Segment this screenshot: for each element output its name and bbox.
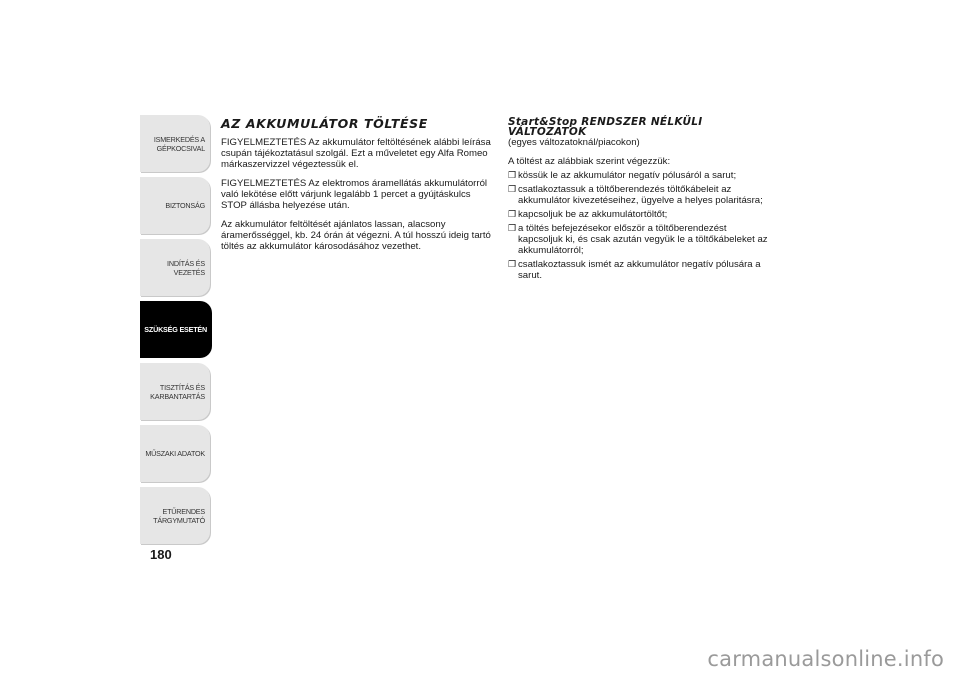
checkbox-bullet-icon: ❒ — [508, 259, 517, 269]
left-column — [221, 117, 491, 260]
tab-szukseg-eseten[interactable] — [140, 301, 212, 358]
tab-label: TISZTÍTÁS ÉS KARBANTARTÁS — [150, 382, 205, 401]
watermark: carmanualsonline.info — [707, 647, 944, 671]
list-item: ❒ kapcsoljuk be az akkumulátortöltőt; — [508, 209, 668, 220]
tab-label: MŰSZAKI ADATOK — [145, 449, 205, 458]
list-item: ❒ a töltés befejezésekor először a töltőberendezést kapcsoljuk ki, és csak azután vegyük le a töltőkábeleket az akkumulátorról; — [508, 223, 768, 256]
intro-paragraph: A töltést az alábbiak szerint végezzük: — [508, 156, 671, 167]
tab-tisztitas-es-karbantartas[interactable] — [140, 363, 210, 420]
section-title: AZ AKKUMULÁTOR TÖLTÉSE — [221, 116, 428, 131]
tab-inditas-es-vezetes[interactable] — [140, 239, 210, 296]
subsection-title: Start&Stop RENDSZER NÉLKÜLI VÁLTOZATOK — [508, 116, 703, 138]
checkbox-bullet-icon: ❒ — [508, 184, 517, 194]
tab-biztonsag[interactable] — [140, 177, 210, 234]
body-paragraph: Az akkumulátor feltöltését ajánlatos lassan, alacsony áramerősséggel, kb. 24 órán át végezni. A túl hosszú ideig tartó töltés az akkumulátor károsodásához vezethet. — [221, 219, 491, 252]
tab-label: ETŰRENDES TÁRGYMUTATÓ — [153, 506, 205, 525]
list-item: ❒ kössük le az akkumulátor negatív pólusáról a sarut; — [508, 170, 737, 181]
warning-paragraph: FIGYELMEZTETÉS Az elektromos áramellátás akkumulátorról való lekötése előtt várjunk legalább 1 percet a gyújtáskulcs STOP állásba helyezése után. — [221, 178, 488, 211]
tab-targymutato[interactable] — [140, 487, 210, 544]
tab-ismerkedes[interactable] — [140, 115, 210, 172]
list-item: ❒ csatlakoztassuk a töltőberendezés töltőkábeleit az akkumulátor kivezetéseihez, ügyelve a helyes polaritásra; — [508, 184, 763, 206]
tab-muszaki-adatok[interactable] — [140, 425, 210, 482]
list-item: ❒ csatlakoztassuk ismét az akkumulátor negatív pólusára a sarut. — [508, 259, 761, 281]
checkbox-bullet-icon: ❒ — [508, 223, 517, 233]
tab-label: BIZTONSÁG — [165, 201, 205, 210]
tab-label: ISMERKEDÉS A GÉPKOCSIVAL — [153, 134, 205, 153]
subsection-note: (egyes változatoknál/piacokon) — [508, 137, 640, 148]
checkbox-bullet-icon: ❒ — [508, 209, 517, 219]
warning-paragraph: FIGYELMEZTETÉS Az akkumulátor feltöltésének alábbi leírása csupán tájékoztatásul szolgál. Ezt a műveletet egy Alfa Romeo márkaszervizzel végeztessük el. — [221, 137, 491, 170]
checkbox-bullet-icon: ❒ — [508, 170, 517, 180]
right-column — [508, 117, 773, 284]
page-number: 180 — [150, 547, 172, 562]
tab-label: SZÜKSÉG ESETÉN — [144, 325, 207, 334]
steps-list — [508, 170, 773, 281]
tab-label: INDÍTÁS ÉS VEZETÉS — [167, 258, 205, 277]
